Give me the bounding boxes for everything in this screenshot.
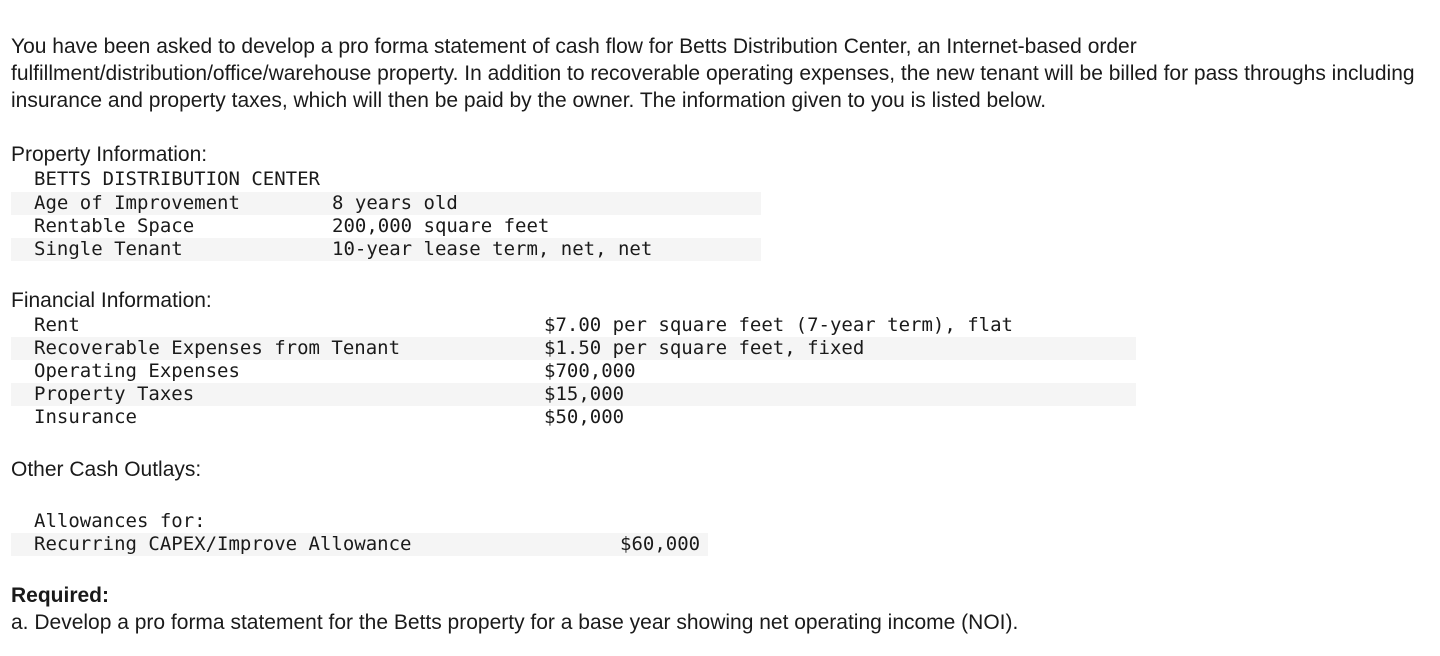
financial-label: Rent bbox=[34, 314, 80, 336]
financial-label: Recoverable Expenses from Tenant bbox=[34, 337, 401, 359]
financial-label: Property Taxes bbox=[34, 383, 195, 405]
table-row bbox=[11, 238, 761, 261]
financial-value: $1.50 per square feet, fixed bbox=[544, 337, 865, 359]
financial-info-heading: Financial Information: bbox=[11, 289, 212, 312]
outlay-label: Recurring CAPEX/Improve Allowance bbox=[34, 533, 412, 555]
table-row bbox=[11, 314, 1136, 337]
financial-value: $700,000 bbox=[544, 360, 636, 382]
property-name: BETTS DISTRIBUTION CENTER bbox=[34, 168, 320, 190]
property-label: Age of Improvement bbox=[34, 192, 240, 214]
property-value: 8 years old bbox=[332, 192, 458, 214]
table-row bbox=[11, 337, 1136, 360]
financial-label: Insurance bbox=[34, 406, 137, 428]
allowances-subheading: Allowances for: bbox=[34, 510, 206, 532]
table-row bbox=[11, 383, 1136, 406]
table-row bbox=[11, 406, 1136, 429]
property-value: 200,000 square feet bbox=[332, 215, 550, 237]
property-info-heading: Property Information: bbox=[11, 143, 208, 166]
required-text: a. Develop a pro forma statement for the Betts property for a base year showing net operating income (NOI). bbox=[11, 611, 1019, 634]
property-label: Rentable Space bbox=[34, 215, 195, 237]
financial-value: $15,000 bbox=[544, 383, 625, 405]
intro-paragraph: You have been asked to develop a pro forma statement of cash flow for Betts Distribution Center, an Internet-based order fulfillment/distribution/office/warehouse property. In addition to recoverable operating expenses, the new tenant will be billed for pass throughs including insurance and property taxes, which will then be paid by the owner. The information given to you is listed below. bbox=[11, 35, 1415, 112]
financial-value: $50,000 bbox=[544, 406, 625, 428]
required-title: Required: bbox=[11, 584, 110, 607]
table-row bbox=[11, 192, 761, 215]
other-outlays-heading: Other Cash Outlays: bbox=[11, 458, 202, 481]
property-label: Single Tenant bbox=[34, 238, 183, 260]
property-value: 10-year lease term, net, net bbox=[332, 238, 653, 260]
table-row bbox=[11, 360, 1136, 383]
table-row bbox=[11, 533, 708, 556]
financial-value: $7.00 per square feet (7-year term), flat bbox=[544, 314, 1013, 336]
financial-label: Operating Expenses bbox=[34, 360, 240, 382]
table-row bbox=[11, 215, 761, 238]
outlay-value: $60,000 bbox=[620, 533, 701, 555]
